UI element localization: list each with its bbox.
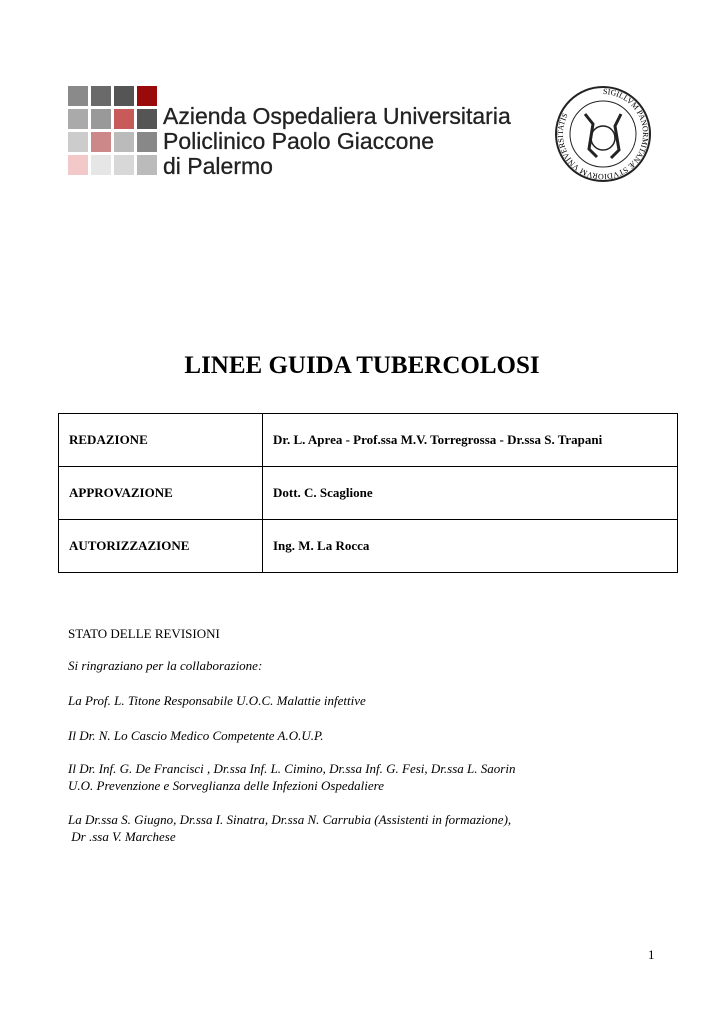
row-label: REDAZIONE — [59, 414, 263, 467]
acknowledgement: Dr .ssa V. Marchese — [68, 829, 176, 844]
table-row — [59, 467, 678, 520]
acknowledgement: Il Dr. N. Lo Cascio Medico Competente A.O.U.P. — [68, 728, 324, 743]
logo-line: Azienda Ospedaliera Universitaria — [163, 103, 511, 129]
logo-line: di Palermo — [163, 153, 273, 179]
thanks-text: Si ringraziano per la collaborazione: — [68, 658, 263, 673]
svg-text:SIGILLVM PANORMITANÆ STVDIORVM: SIGILLVM PANORMITANÆ STVDIORVM VNIVERSITATIS — [555, 86, 650, 182]
table-row — [59, 414, 678, 467]
hospital-name — [163, 104, 511, 179]
row-value: Dott. C. Scaglione — [263, 467, 678, 520]
page-number: 1 — [648, 947, 655, 962]
acknowledgement: La Dr.ssa S. Giugno, Dr.ssa I. Sinatra, Dr.ssa N. Carrubia (Assistenti in formazione), — [68, 812, 512, 827]
row-label: APPROVAZIONE — [59, 467, 263, 520]
acknowledgement: U.O. Prevenzione e Sorveglianza delle Infezioni Ospedaliere — [68, 778, 385, 793]
acknowledgement: Il Dr. Inf. G. De Francisci , Dr.ssa Inf. L. Cimino, Dr.ssa Inf. G. Fesi, Dr.ssa L. Saorin — [68, 761, 516, 776]
row-value: Dr. L. Aprea - Prof.ssa M.V. Torregrossa - Dr.ssa S. Trapani — [263, 414, 678, 467]
acknowledgement: La Prof. L. Titone Responsabile U.O.C. Malattie infettive — [68, 693, 366, 708]
table-row — [59, 520, 678, 573]
university-seal-icon — [553, 84, 653, 184]
approval-table — [58, 413, 678, 573]
logo-line: Policlinico Paolo Giaccone — [163, 128, 435, 154]
page-title: LINEE GUIDA TUBERCOLOSI — [184, 352, 540, 379]
row-label: AUTORIZZAZIONE — [59, 520, 263, 573]
revisions-heading: STATO DELLE REVISIONI — [68, 626, 220, 641]
row-value: Ing. M. La Rocca — [263, 520, 678, 573]
hospital-logo-icon — [68, 86, 158, 178]
